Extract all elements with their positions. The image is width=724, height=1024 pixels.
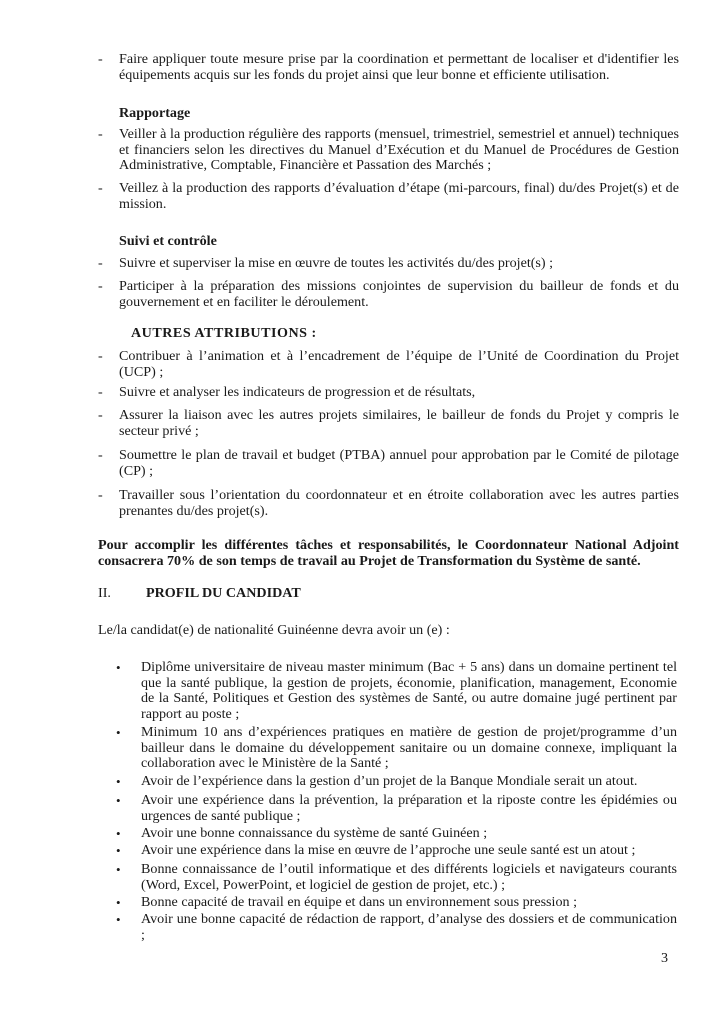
bullet-dot: • [116,660,121,675]
list-dash: - [98,278,103,294]
bullet-item: Avoir une bonne capacité de rédaction de rapport, d’analyse des dossiers et de communication ; [141,911,677,943]
list-item: Travailler sous l’orientation du coordonnateur et en étroite collaboration avec les autres parties prenantes du/des projet(s). [119,487,679,519]
bullet-dot: • [116,793,121,808]
bullet-dot: • [116,912,121,927]
bullet-item: Bonne connaissance de l’outil informatique et des différents logiciels et navigateurs courants (Word, Excel, PowerPoint, et logiciel de gestion de projet, etc.) ; [141,861,677,893]
section-number: II. [98,585,111,601]
bullet-item: Bonne capacité de travail en équipe et dans un environnement sous pression ; [141,894,577,910]
list-dash: - [98,487,103,503]
list-dash: - [98,384,103,400]
bullet-dot: • [116,895,121,910]
list-item: Veiller à la production régulière des rapports (mensuel, trimestriel, semestriel et annuel) techniques et financiers selon les directives du Manuel d’Exécution et du Manuel de Procédures de Gestion Administrative, Comptable, Financière et Passation des Marchés ; [119,126,679,174]
bullet-dot: • [116,725,121,740]
list-item: Assurer la liaison avec les autres projets similaires, le bailleur de fonds du Projet y compris le secteur privé ; [119,407,679,439]
list-dash: - [98,255,103,271]
bullet-item: Minimum 10 ans d’expériences pratiques en matière de gestion de projet/programme d’un bailleur dans le domaine du développement sanitaire ou un domaine connexe, impliquant la collaboration avec le Ministère de la Santé ; [141,724,677,772]
list-dash: - [98,51,103,67]
list-dash: - [98,126,103,142]
section-heading-rapportage: Rapportage [119,105,191,121]
bullet-dot: • [116,862,121,877]
bullet-item: Avoir une bonne connaissance du système de santé Guinéen ; [141,825,488,841]
list-item: Faire appliquer toute mesure prise par la coordination et permettant de localiser et d'identifier les équipements acquis sur les fonds du projet ainsi que leur bonne et efficiente utilisation. [119,51,679,83]
section-title: PROFIL DU CANDIDAT [146,585,301,601]
intro-paragraph: Le/la candidat(e) de nationalité Guinéenne devra avoir un (e) : [98,622,450,638]
list-dash: - [98,348,103,364]
list-item: Veillez à la production des rapports d’évaluation d’étape (mi-parcours, final) du/des Projet(s) et de mission. [119,180,679,212]
list-dash: - [98,447,103,463]
list-item: Soumettre le plan de travail et budget (PTBA) annuel pour approbation par le Comité de pilotage (CP) ; [119,447,679,479]
list-item: Suivre et superviser la mise en œuvre de toutes les activités du/des projet(s) ; [119,255,554,271]
page-number: 3 [661,950,669,966]
list-item: Participer à la préparation des missions conjointes de supervision du bailleur de fonds et du gouvernement et en faciliter le déroulement. [119,278,679,310]
bullet-item: Avoir une expérience dans la prévention, la préparation et la riposte contre les épidémies ou urgences de santé publique ; [141,792,677,824]
list-dash: - [98,407,103,423]
list-item: Suivre et analyser les indicateurs de progression et de résultats, [119,384,476,400]
section-heading-autres: AUTRES ATTRIBUTIONS : [131,325,317,341]
bullet-item: Avoir une expérience dans la mise en œuvre de l’approche une seule santé est un atout ; [141,842,636,858]
list-item: Contribuer à l’animation et à l’encadrement de l’équipe de l’Unité de Coordination du Projet (UCP) ; [119,348,679,380]
bullet-dot: • [116,774,121,789]
bullet-dot: • [116,826,121,841]
bullet-item: Avoir de l’expérience dans la gestion d’un projet de la Banque Mondiale serait un atout. [141,773,638,789]
section-heading-suivi: Suivi et contrôle [119,233,217,249]
list-dash: - [98,180,103,196]
bullet-dot: • [116,843,121,858]
bullet-item: Diplôme universitaire de niveau master minimum (Bac + 5 ans) dans un domaine pertinent tel que la santé publique, la gestion de projets, économie, planification, management, Economie de la Santé, Politiques et Gestion des systèmes de Santé, ou autre domaine jugé pertinent par rapport au poste ; [141,659,677,722]
summary-paragraph: Pour accomplir les différentes tâches et responsabilités, le Coordonnateur National Adjoint consacrera 70% de son temps de travail au Projet de Transformation du Système de santé. [98,537,679,569]
